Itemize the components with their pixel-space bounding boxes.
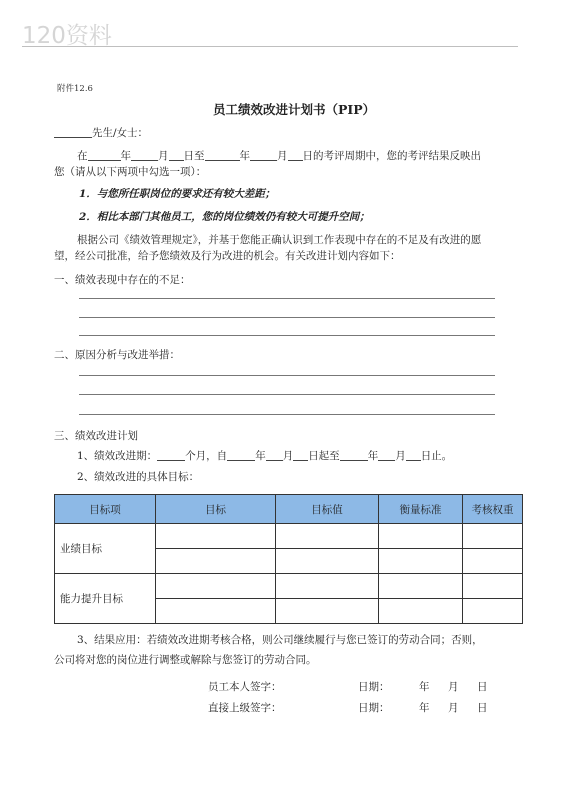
header-goal-value: 目标值 [276,495,379,524]
period-line-2: 您（请从以下两项中勾选一项）： [54,166,207,178]
to-year-label: 年 [367,450,379,462]
improvement-goals-table [54,494,523,624]
header-goal: 目标 [156,495,276,524]
day-to-label: 日至 [183,150,205,162]
from-day-label: 日起至 [308,450,340,462]
supervisor-month-label: 月 [448,702,459,714]
employee-month-label: 月 [448,681,459,693]
month-blank-2[interactable] [250,149,277,161]
section-2-heading: 二、原因分析与改进举措： [54,349,180,361]
watermark-logo: 120资料 [22,23,112,49]
to-month-label: 月 [395,450,406,462]
section-2-writing-line-2[interactable] [79,394,495,395]
section-2-writing-line-3[interactable] [79,414,495,415]
day-blank-2[interactable] [288,149,303,161]
table-cell[interactable] [379,574,463,599]
header-goal-item: 目标项 [55,495,156,524]
month-label-2: 月 [277,150,288,162]
table-cell[interactable] [276,574,379,599]
to-year-blank[interactable] [340,449,368,461]
table-cell[interactable] [156,574,276,599]
from-year-label: 年 [255,450,266,462]
to-day-label: 日止。 [420,450,453,462]
period-line [77,148,481,163]
page-title: 员工绩效改进计划书（PIP） [213,102,376,117]
day-blank-1[interactable] [169,149,184,161]
table-row [55,524,523,549]
supervisor-day-label: 日 [477,702,488,714]
employee-signature-label[interactable]: 员工本人签字： [208,681,282,693]
supervisor-year-label: 年 [419,702,430,714]
supervisor-signature-label[interactable]: 直接上级签字： [208,702,282,714]
goals-heading: 2、绩效改进的具体目标： [77,471,200,483]
name-blank[interactable] [54,126,92,138]
table-cell[interactable] [463,574,523,599]
table-cell[interactable] [463,524,523,549]
supervisor-date-label: 日期： [358,702,390,714]
to-month-blank[interactable] [378,449,395,461]
table-cell[interactable] [156,599,276,624]
from-month-blank[interactable] [266,449,283,461]
table-cell[interactable] [463,599,523,624]
period-at: 在 [77,150,88,162]
header-measure: 衡量标准 [379,495,463,524]
year-blank-2[interactable] [205,149,240,161]
section-1-writing-line-3[interactable] [79,335,495,336]
table-cell[interactable] [276,524,379,549]
from-day-blank[interactable] [293,449,308,461]
table-row [55,574,523,599]
employee-date-label: 日期： [358,681,390,693]
month-blank-1[interactable] [131,149,158,161]
header-weight: 考核权重 [463,495,523,524]
greeting-line [54,125,148,140]
result-line-1: 3、结果应用：若绩效改进期考核合格，则公司继续履行与您已签订的劳动合同；否则， [77,634,483,646]
employee-year-label: 年 [419,681,430,693]
section-1-writing-line-2[interactable] [79,317,495,318]
period-tail: 日的考评周期中，您的考评结果反映出 [302,150,481,162]
table-cell[interactable] [276,599,379,624]
result-line-2: 公司将对您的岗位进行调整或解除与您签订的劳动合同。 [54,654,317,666]
option-1[interactable]: 1．与您所任职岗位的要求还有较大差距； [79,188,276,200]
table-cell[interactable] [379,599,463,624]
section-2-writing-line-1[interactable] [79,375,495,376]
section-1-writing-line-1[interactable] [79,298,495,299]
section-1-heading: 一、绩效表现中存在的不足： [54,274,191,286]
improvement-period-line [77,448,452,463]
table-cell[interactable] [379,549,463,574]
month-label-1: 月 [158,150,169,162]
from-year-blank[interactable] [227,449,255,461]
improvement-period-label: 1、绩效改进期： [77,450,158,462]
option-2[interactable]: 2．相比本部门其他员工，您的岗位绩效仍有较大可提升空间； [79,211,370,223]
table-cell[interactable] [276,549,379,574]
months-label: 个月，自 [185,450,228,462]
attachment-label: 附件12.6 [57,84,93,94]
table-cell[interactable] [463,549,523,574]
header-divider [22,46,518,47]
to-day-blank[interactable] [406,449,421,461]
greeting-text: 先生/女士： [92,127,149,139]
paragraph-line-2: 望，经公司批准，给予您绩效及行为改进的机会。有关改进计划内容如下： [54,250,401,262]
year-blank-1[interactable] [88,149,121,161]
months-blank[interactable] [157,449,185,461]
section-3-heading: 三、绩效改进计划 [54,430,138,442]
group-capability-goals: 能力提升目标 [55,574,156,624]
table-header-row [55,495,523,524]
from-month-label: 月 [282,450,294,462]
group-performance-goals: 业绩目标 [55,524,156,574]
employee-day-label: 日 [477,681,488,693]
table-cell[interactable] [379,524,463,549]
table-cell[interactable] [156,524,276,549]
table-cell[interactable] [156,549,276,574]
year-label-1: 年 [120,150,131,162]
year-label-2: 年 [239,150,250,162]
paragraph-line-1: 根据公司《绩效管理规定》，并基于您能正确认识到工作表现中存在的不足及有改进的愿 [77,234,482,246]
